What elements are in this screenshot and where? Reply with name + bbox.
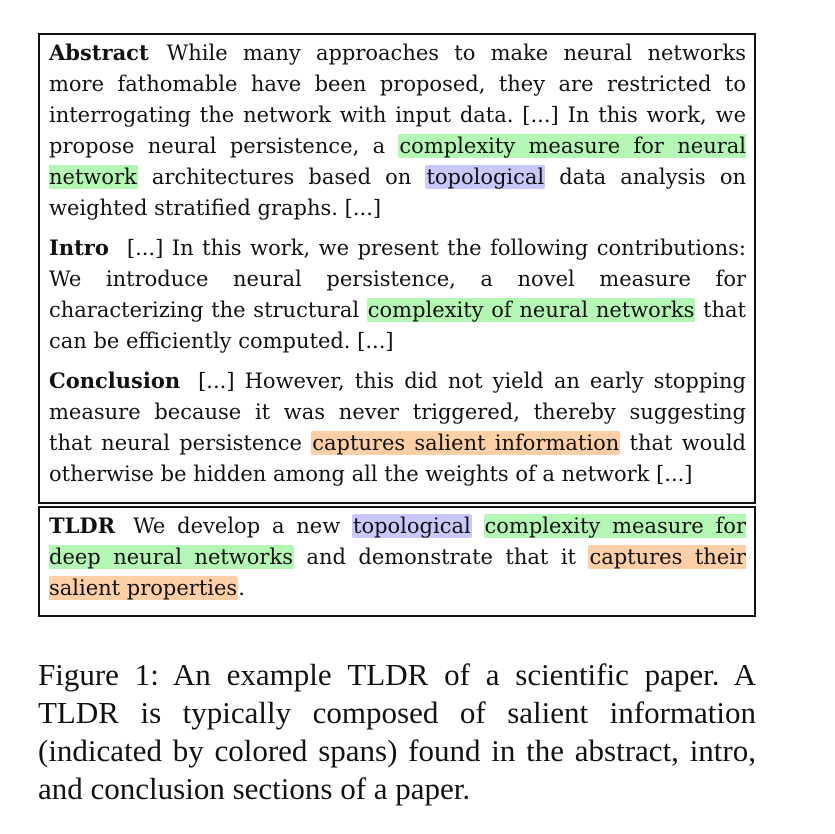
abstract-paragraph <box>49 37 746 224</box>
intro-highlight-complexity: complexity of neural networks <box>367 298 695 322</box>
tldr-highlight-complexity: complexity measure for deep neural networks <box>49 514 746 569</box>
intro-text: that can be efficiently computed. [...] <box>49 298 746 353</box>
conclusion-paragraph <box>49 365 746 490</box>
caption-tldr-term: TLDR <box>38 695 119 730</box>
tldr-highlight-salient: captures their salient properties <box>49 545 746 600</box>
caption-tldr-term: TLDR <box>347 657 429 692</box>
intro-text: [...] In this work, we present the following contributions: We introduce neural persistence, a novel measure for characterizing the structural <box>49 236 746 322</box>
conclusion-highlight-salient: captures salient information <box>312 431 620 455</box>
tldr-box <box>38 506 756 617</box>
caption-text: is typically composed of salient information (indicated by colored spans) found in the abstract, intro, and conclusion sections of a paper. <box>38 695 756 806</box>
intro-label: Intro <box>49 235 109 260</box>
figure-caption <box>38 656 756 808</box>
tldr-text: . <box>238 576 245 600</box>
abstract-highlight-complexity: complexity measure for neural network <box>49 134 746 189</box>
tldr-paragraph <box>49 510 746 604</box>
abstract-label: Abstract <box>49 40 149 65</box>
intro-paragraph <box>49 232 746 357</box>
tldr-label: TLDR <box>49 513 116 538</box>
caption-text: of a scientific paper. A <box>428 657 756 692</box>
tldr-highlight-topological: topological <box>353 514 471 538</box>
tldr-text: We develop a new <box>133 514 353 538</box>
caption-text: Figure 1: An example <box>38 657 348 692</box>
conclusion-text: that would otherwise be hidden among all the weights of a network [...] <box>49 431 746 486</box>
abstract-text: data analysis on weighted stratified graphs. [...] <box>49 165 746 220</box>
conclusion-label: Conclusion <box>49 368 181 393</box>
source-text-box <box>38 33 756 504</box>
abstract-text: While many approaches to make neural networks more fathomable have been proposed, they are restricted to interrogating the network with input data. [...] In this work, we propose neural persistence, a <box>49 41 746 158</box>
tldr-text <box>472 514 484 538</box>
tldr-text: and demonstrate that it <box>293 545 589 569</box>
conclusion-text: [...] However, this did not yield an early stopping measure because it was never triggered, thereby suggesting that neural persistence <box>49 369 746 455</box>
abstract-highlight-topological: topological <box>426 165 545 189</box>
abstract-text: architectures based on <box>137 165 426 189</box>
